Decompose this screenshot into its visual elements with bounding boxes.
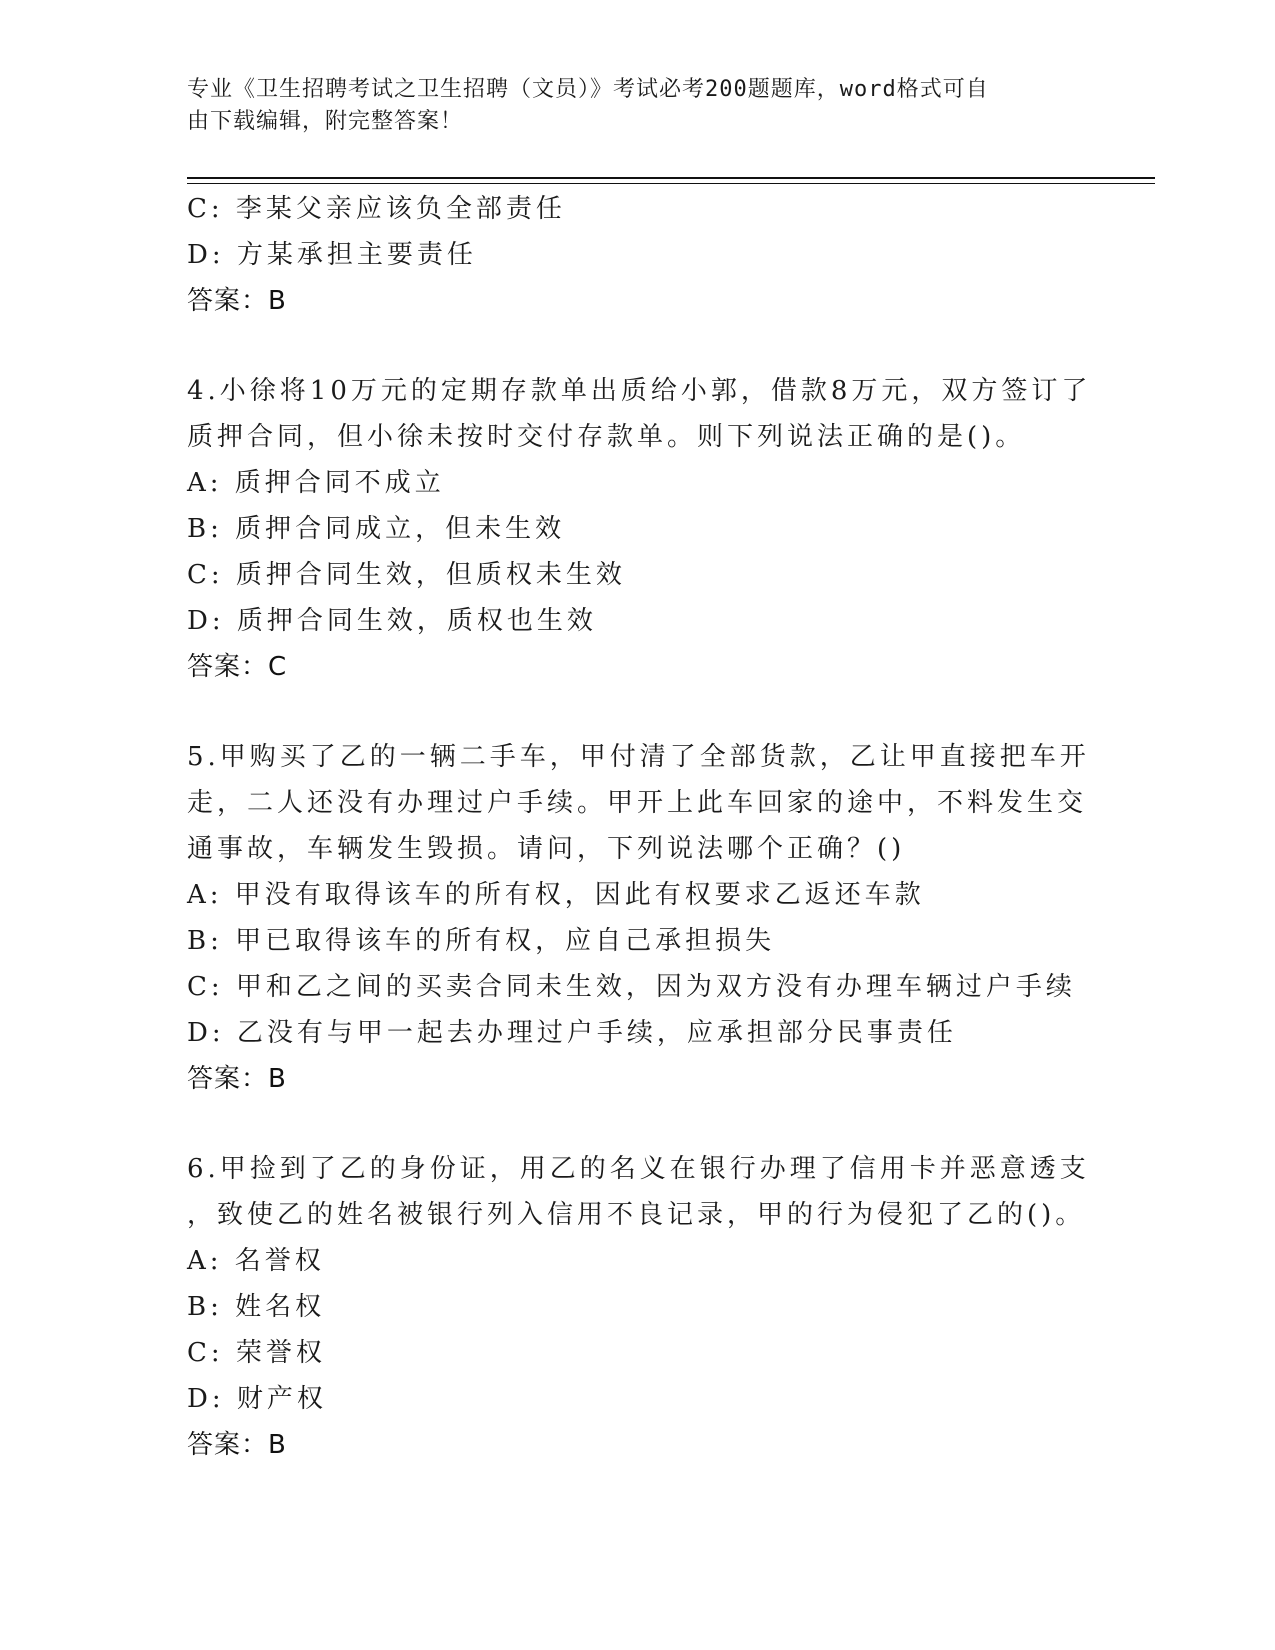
header-rule-thin	[187, 183, 1155, 184]
q4-option-b: B: 质押合同成立，但未生效	[187, 514, 566, 544]
q6-stem-line-2: ，致使乙的姓名被银行列入信用不良记录，甲的行为侵犯了乙的()。	[187, 1200, 1086, 1230]
q5-option-d: D: 乙没有与甲一起去办理过户手续，应承担部分民事责任	[187, 1018, 957, 1048]
q6-option-d: D: 财产权	[187, 1384, 327, 1414]
q5-stem-line-2: 走，二人还没有办理过户手续。甲开上此车回家的途中，不料发生交	[187, 788, 1088, 818]
q4-stem-line-1: 4.小徐将10万元的定期存款单出质给小郭，借款8万元，双方签订了	[187, 376, 1092, 406]
q6-option-a: A: 名誉权	[187, 1246, 325, 1276]
q3-answer: 答案：B	[187, 286, 287, 316]
q5-stem-line-3: 通事故，车辆发生毁损。请问，下列说法哪个正确？()	[187, 834, 906, 864]
spacer	[187, 324, 1087, 368]
q5-answer: 答案：B	[187, 1064, 287, 1094]
question-5	[187, 734, 1090, 1102]
question-3-tail	[187, 186, 1087, 324]
document-content	[187, 186, 1092, 1468]
question-6	[187, 1146, 1090, 1468]
q6-answer: 答案：B	[187, 1430, 287, 1460]
q6-option-b: B: 姓名权	[187, 1292, 326, 1322]
q5-option-a: A: 甲没有取得该车的所有权，因此有权要求乙返还车款	[187, 880, 925, 910]
q4-answer: 答案：C	[187, 652, 288, 682]
q5-option-c: C: 甲和乙之间的买卖合同未生效，因为双方没有办理车辆过户手续	[187, 972, 1076, 1002]
q6-stem-line-1: 6.甲捡到了乙的身份证，用乙的名义在银行办理了信用卡并恶意透支	[187, 1154, 1090, 1184]
spacer	[187, 1102, 1087, 1146]
header-line-1: 专业《卫生招聘考试之卫生招聘（文员）》考试必考200题题库，word格式可自	[187, 77, 989, 102]
document-header	[187, 74, 1067, 138]
spacer	[187, 690, 1087, 734]
q4-option-c: C: 质押合同生效，但质权未生效	[187, 560, 626, 590]
q4-stem-line-2: 质押合同，但小徐未按时交付存款单。则下列说法正确的是()。	[187, 422, 1026, 452]
header-rule-thick	[187, 177, 1155, 179]
q6-option-c: C: 荣誉权	[187, 1338, 326, 1368]
q3-option-d: D: 方某承担主要责任	[187, 240, 477, 270]
q3-option-c: C: 李某父亲应该负全部责任	[187, 194, 566, 224]
header-line-2: 由下载编辑，附完整答案！	[187, 109, 464, 134]
q5-stem-line-1: 5.甲购买了乙的一辆二手车，甲付清了全部货款，乙让甲直接把车开	[187, 742, 1090, 772]
q5-option-b: B: 甲已取得该车的所有权，应自己承担损失	[187, 926, 776, 956]
q4-option-a: A: 质押合同不成立	[187, 468, 445, 498]
question-4	[187, 368, 1092, 690]
q4-option-d: D: 质押合同生效，质权也生效	[187, 606, 597, 636]
